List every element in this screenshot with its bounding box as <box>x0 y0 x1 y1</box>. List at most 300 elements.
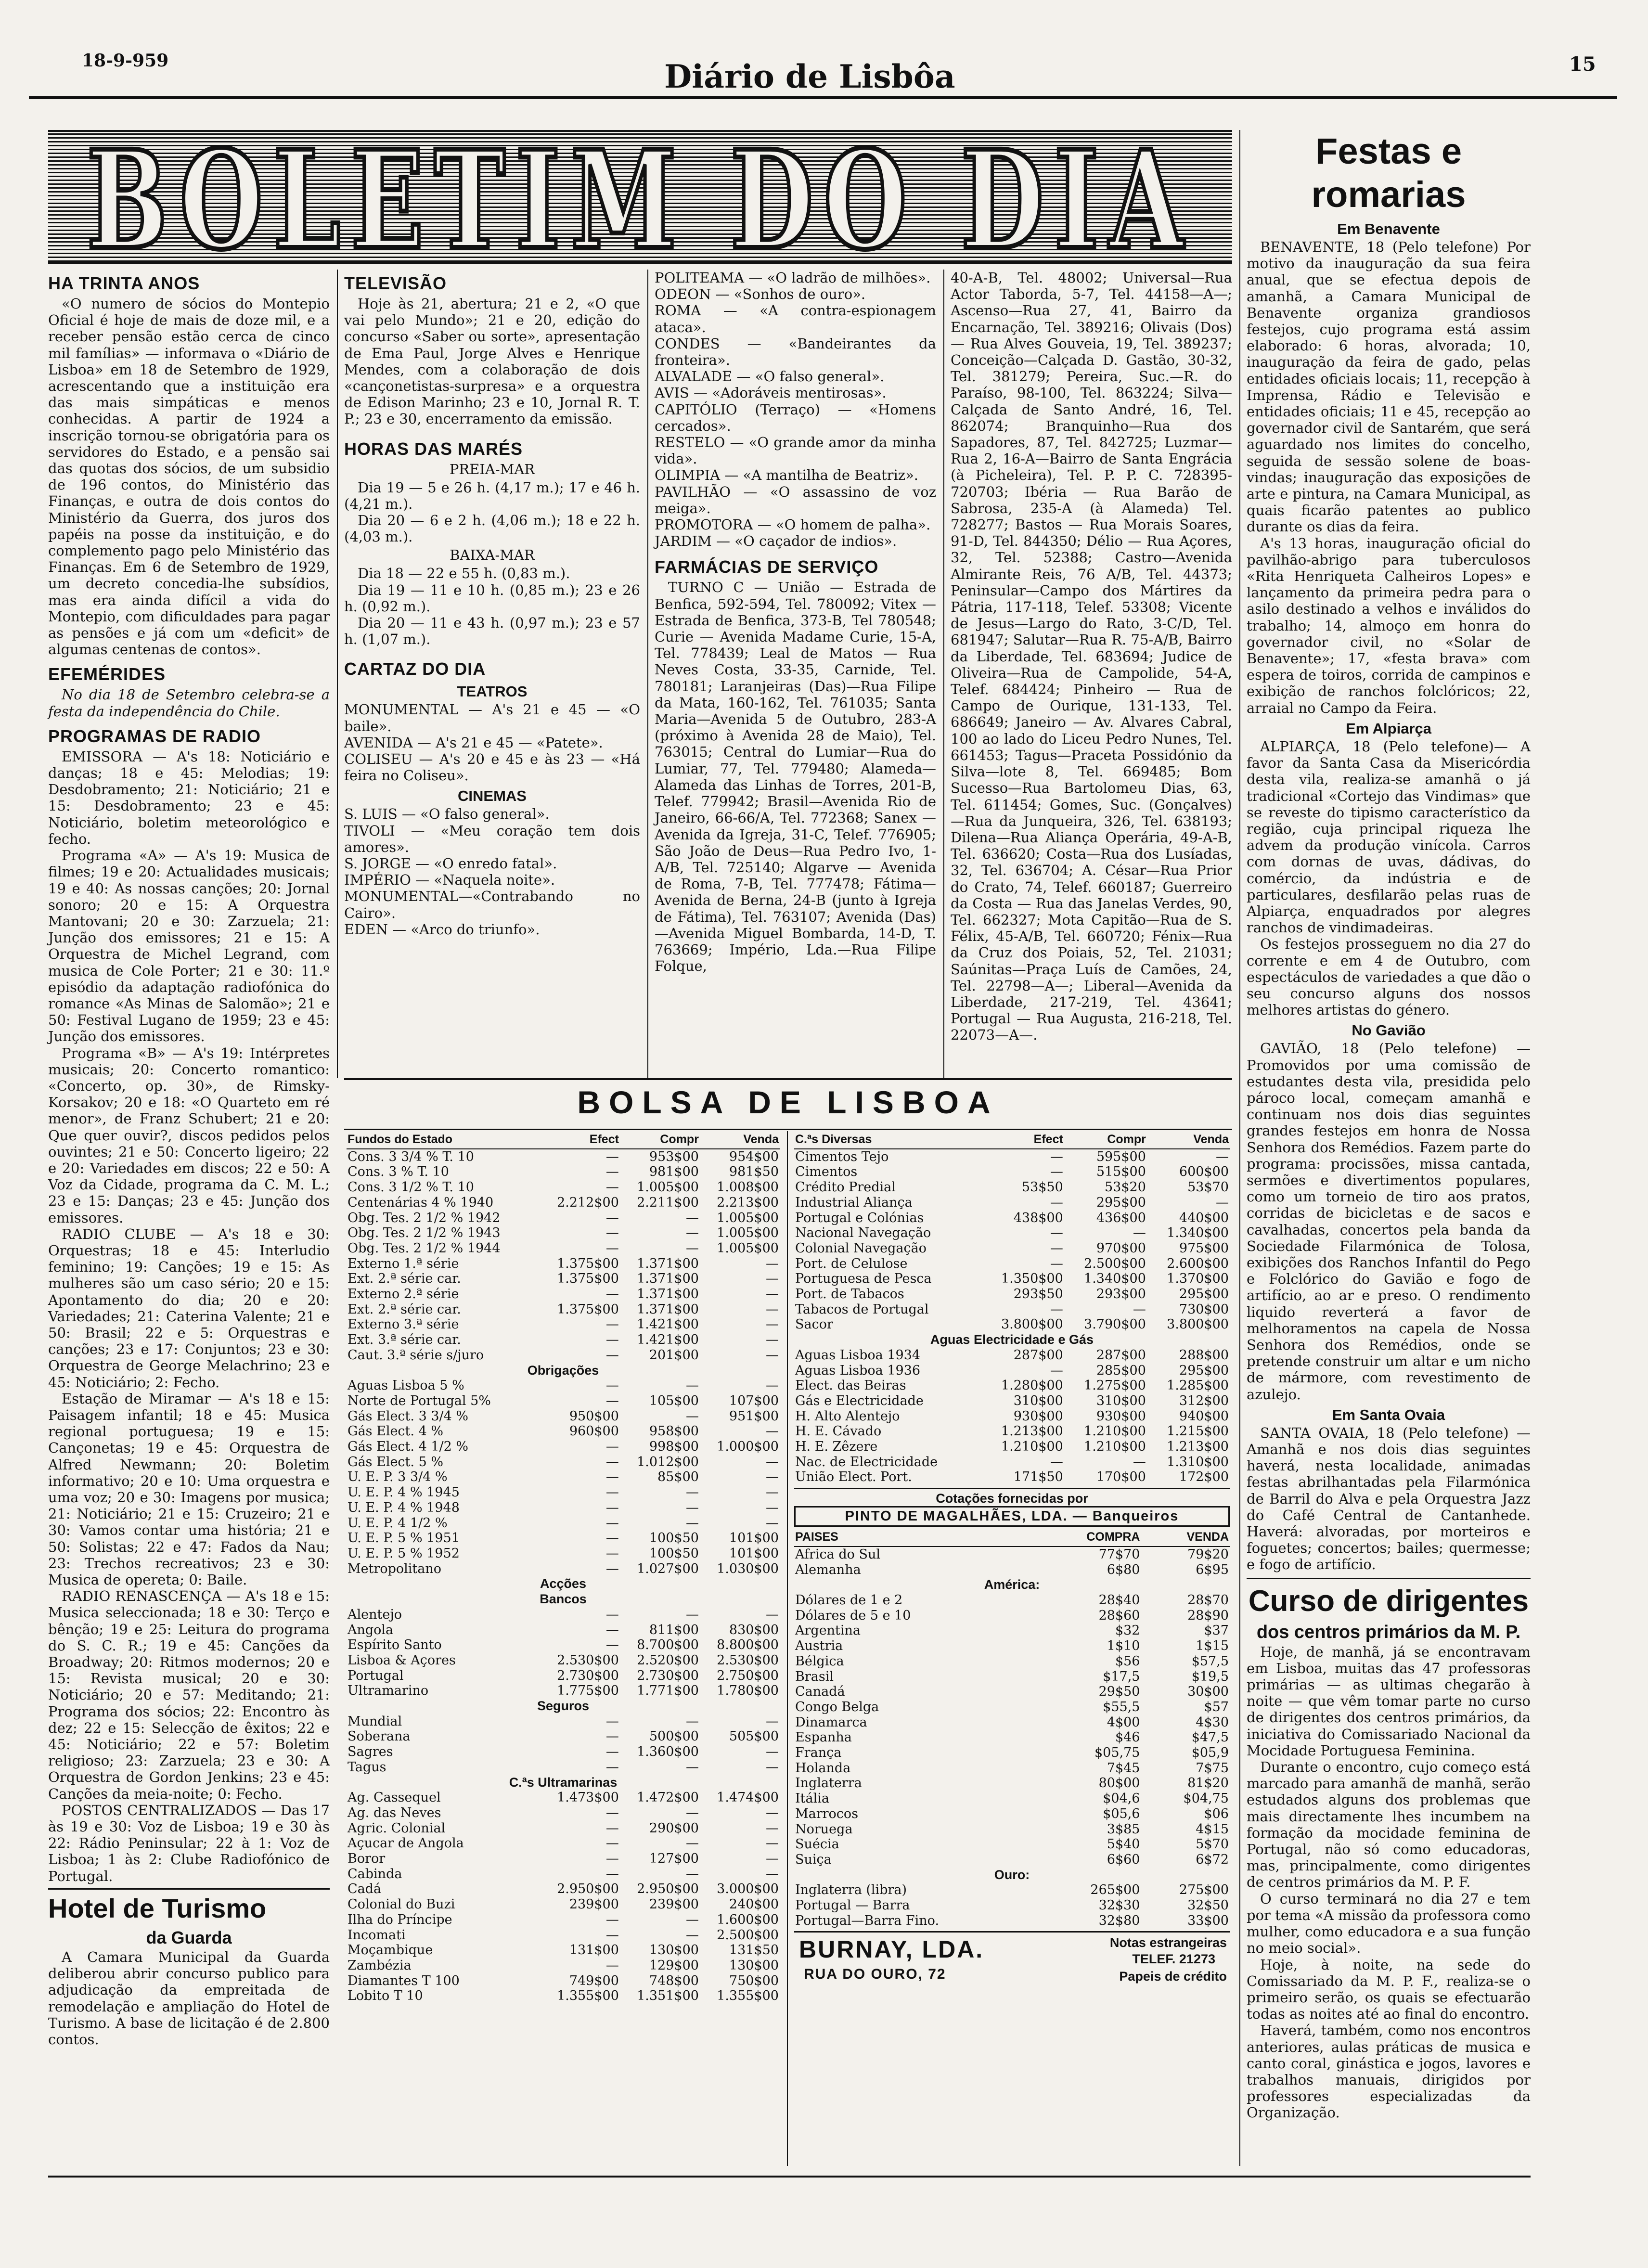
table-row <box>347 1500 780 1516</box>
quote-value: — <box>685 1866 699 1881</box>
listing-line: POLITEAMA — «O ladrão de milhões». <box>655 270 931 286</box>
quote-value: — <box>605 1714 619 1729</box>
gaviao-heading: No Gavião <box>1352 1022 1426 1039</box>
listing-line: CAPITÓLIO (Terraço) — «Homens cercados». <box>655 401 936 434</box>
quote-value: — <box>685 1485 699 1500</box>
quote-value: — <box>766 1500 779 1515</box>
table-row <box>347 1256 780 1272</box>
quote-value: 1.421$00 <box>637 1332 699 1348</box>
quote-value: — <box>766 1256 779 1271</box>
table-section-label: Aguas Electricidade e Gás <box>930 1332 1094 1347</box>
column-rule <box>337 270 338 1078</box>
cotacoes-label: Cotações fornecidas por <box>936 1491 1088 1506</box>
quote-value: 2.520$00 <box>637 1652 699 1668</box>
divider <box>1247 1578 1531 1579</box>
security-name: Ext. 2.ª série car. <box>348 1302 461 1317</box>
quote-value: 127$00 <box>649 1851 699 1867</box>
quote-value: — <box>605 1500 619 1515</box>
column-rule <box>1239 130 1240 2166</box>
curso-paragraph: Hoje, à noite, na sede do Comissariado da M. P. F., realiza-se o primeiro serão, os quais se efectuarão todas as noites até ao final do encontro. <box>1247 1956 1531 2023</box>
table-header-cell: Compr <box>1064 1131 1147 1149</box>
security-name: Alemanha <box>795 1562 861 1577</box>
quote-value: — <box>605 1759 619 1775</box>
table-row <box>347 1409 780 1424</box>
gaviao-text: GAVIÃO, 18 (Pelo telefone) — Promovidos por uma comissão de estudantes desta vila, presidida pelo pároco local, começam amanhã e continuam nos dois dias seguintes grandes festejos em honra de Nossa Senhora dos Remédios. Fazem parte do programa: procissões, missa cantada, sermões e divertimentos populares, como um torneio de tiro aos pratos, corridas de bicicletas e de sacos e cavalhadas, concertos pela banda da Sociedade Filarmónica de Tolosa, exibições dos Ranchos Infantil do Pego e Folclórico do Gavião e fogo de artifício, ao ar e preso. O rendimento liquido reverterá a favor de melhoramentos na capela de Nossa Senhora dos Remédios, onde se pretende construir um altar e um nicho de mármore, com revestimento de azulejo. <box>1247 1040 1531 1403</box>
quote-value: 1.370$00 <box>1167 1271 1229 1287</box>
quote-value: — <box>1133 1454 1146 1469</box>
security-name: Alentejo <box>348 1607 402 1622</box>
quote-value: 1.371$00 <box>637 1287 699 1302</box>
quote-value: — <box>766 1378 779 1393</box>
quote-value: 285$00 <box>1096 1363 1146 1378</box>
quote-value: — <box>685 1500 699 1515</box>
bottom-rule <box>48 2176 1531 2178</box>
quote-value: 265$00 <box>1090 1882 1140 1898</box>
quote-value: 28$60 <box>1098 1608 1140 1623</box>
quote-value: 600$00 <box>1179 1164 1229 1180</box>
radio-program-paragraph: RADIO RENASCENÇA — A's 18 e 15: Musica seleccionada; 18 e 30: Terço e bênção; 19 e 25: Leitura do programa do S. C. R.; 19 e 45: Canções da Broadway; 20: Ritmos modernos; 20 e 15: Revista musical; 20 e 30: Noticiário; 20 e 57: Meditando; 21: Programa dos sócios; 22: Encontro às dez; 22 e 15: Selecção de êxitos; 22 e 45: Noticiário; 22 e 57: Boletim religioso; 23: Zarzuela; 23 e 30: A Orquestra de Gordon Jenkins; 23 e 45: Canções da meia-noite; 0: Fecho. <box>48 1588 330 1802</box>
quote-value: 1.775$00 <box>557 1683 619 1699</box>
quote-value: — <box>605 1317 619 1332</box>
quote-value: 438$00 <box>1013 1210 1063 1225</box>
table-row <box>347 1881 780 1897</box>
quote-value: — <box>766 1805 779 1820</box>
quote-value: 81$20 <box>1187 1776 1229 1791</box>
quote-value: $05,9 <box>1191 1745 1229 1761</box>
quote-value: 1.213$00 <box>1001 1424 1063 1439</box>
quote-value: 1.375$00 <box>557 1271 619 1287</box>
table-row <box>347 1943 780 1958</box>
quote-value: — <box>766 1714 779 1729</box>
quote-value: 28$90 <box>1187 1608 1229 1623</box>
column-2 <box>344 270 640 1078</box>
tide-line: Dia 18 — 22 e 55 h. (0,83 m.). <box>358 565 570 582</box>
quote-value: $19,5 <box>1191 1669 1229 1684</box>
table-row <box>794 1730 1230 1745</box>
quote-value: — <box>605 1561 619 1576</box>
security-name: Aguas Lisboa 1936 <box>795 1363 921 1378</box>
quote-value: 958$00 <box>649 1424 699 1439</box>
listing-line: ALVALADE — «O falso general». <box>655 368 885 385</box>
table-row <box>794 1149 1230 1165</box>
quote-value: — <box>1050 1256 1063 1271</box>
curso-subheading: dos centros primários da M. P. <box>1256 1622 1521 1642</box>
quote-value: 1.472$00 <box>637 1790 699 1805</box>
quote-value: 1.355$00 <box>717 1988 779 2004</box>
ha-trinta-anos-heading: HA TRINTA ANOS <box>48 273 200 293</box>
quote-value: — <box>605 1210 619 1225</box>
security-name: Gás e Electricidade <box>795 1393 924 1408</box>
security-name: Obg. Tes. 2 1/2 % 1942 <box>348 1210 501 1225</box>
quote-value: 953$00 <box>649 1149 699 1164</box>
security-name: Metropolitano <box>348 1561 442 1576</box>
quote-value: 1.371$00 <box>637 1256 699 1271</box>
table-row <box>794 1700 1230 1715</box>
quote-value: 53$50 <box>1021 1180 1063 1195</box>
table-row <box>347 1485 780 1500</box>
table-row <box>794 1348 1230 1363</box>
table-row <box>347 1363 780 1379</box>
security-name: Incomati <box>348 1927 406 1943</box>
quote-value: $57,5 <box>1191 1653 1229 1669</box>
quote-value: 201$00 <box>649 1347 699 1363</box>
security-name: Portugal <box>348 1668 404 1683</box>
column-4 <box>951 270 1232 1078</box>
security-name: Nac. de Electricidade <box>795 1454 938 1469</box>
quote-value: 981$50 <box>729 1164 779 1180</box>
quote-value: 100$50 <box>649 1531 699 1546</box>
quote-value: 3.800$00 <box>1167 1317 1229 1332</box>
table-row <box>347 1164 780 1180</box>
quote-value: 129$00 <box>649 1958 699 1973</box>
quote-value: 4$30 <box>1196 1714 1229 1730</box>
security-name: Portugal — Barra <box>795 1898 910 1913</box>
quote-value: — <box>766 1866 779 1881</box>
quote-value: 1.473$00 <box>557 1790 619 1805</box>
quote-value: — <box>605 1149 619 1164</box>
table-row <box>794 1195 1230 1211</box>
quote-value: 288$00 <box>1179 1347 1229 1363</box>
quote-value: 290$00 <box>649 1820 699 1836</box>
tide-line: Dia 19 — 11 e 10 h. (0,85 m.); 23 e 26 h. (0,92 m.). <box>344 581 640 615</box>
quote-value: 85$00 <box>657 1469 699 1485</box>
security-name: U. E. P. 4 % 1948 <box>348 1500 460 1515</box>
quote-value: 3.790$00 <box>1084 1317 1146 1332</box>
curso-paragraph: O curso terminará no dia 27 e tem por tema «A missão da professora como mulher, como educadora e a sua função no meio social». <box>1247 1890 1531 1957</box>
quote-value: 1$10 <box>1107 1638 1140 1654</box>
quote-value: 1.310$00 <box>1167 1454 1229 1469</box>
quote-value: — <box>605 1515 619 1531</box>
quote-value: — <box>685 1836 699 1851</box>
bolsa-title-rule <box>344 1129 1232 1130</box>
table-row <box>347 1699 780 1714</box>
table-header-cell: Venda <box>1147 1131 1230 1149</box>
ha-trinta-anos-text: «O numero de sócios do Montepio Oficial é hoje de mais de doze mil, e a receber pensão estão cerca de cinco mil famílias» — informava o «Diário de Lisboa» em 18 de Setembro de 1929, acrescentando que a instituição era das mais simpáticas e menos conhecidas. A partir de 1924 a inscrição tornou-se obrigatória para os servidores do Estado, e a pensão sai das quotas dos sócios, de um subsidio de 196 contos, do Ministério das Finanças, e outra de dois contos do Ministério da Guerra, dos juros dos papéis na posse da instituição, e do complemento pago pelo Ministério das Finanças. Em 6 de Setembro de 1929, um decreto concedia-lhe subsídios, mas era ainda difícil a vida do Montepio, com dificuldades para pagar as pensões e já com um «deficit» de algumas centenas de contos». <box>48 296 330 658</box>
quote-value: 2.730$00 <box>637 1668 699 1683</box>
quote-value: 2.950$00 <box>557 1881 619 1897</box>
quote-value: 748$00 <box>649 1973 699 1988</box>
security-name: Ext. 2.ª série car. <box>348 1271 461 1287</box>
quote-value: 6$80 <box>1107 1562 1140 1577</box>
quote-value: 130$00 <box>649 1943 699 1958</box>
quote-value: 107$00 <box>729 1393 779 1408</box>
security-name: Crédito Predial <box>795 1180 896 1195</box>
quote-value: 730$00 <box>1179 1302 1229 1317</box>
table-row <box>347 1790 780 1805</box>
security-name: Espanha <box>795 1730 852 1745</box>
table-row <box>347 1867 780 1882</box>
table-row <box>794 1868 1230 1883</box>
security-name: Elect. das Beiras <box>795 1378 906 1393</box>
listing-line: PROMOTORA — «O homem de palha». <box>655 516 931 533</box>
quote-value: 595$00 <box>1096 1149 1146 1164</box>
security-name: Argentina <box>795 1623 861 1638</box>
security-name: Soberana <box>348 1729 411 1744</box>
security-name: Cons. 3 3/4 % T. 10 <box>348 1149 474 1164</box>
quote-value: 1.005$00 <box>637 1180 699 1195</box>
hotel-heading: Hotel de Turismo <box>48 1893 267 1923</box>
benavente-heading: Em Benavente <box>1337 220 1440 237</box>
table-row <box>794 1806 1230 1822</box>
table-row <box>347 1821 780 1836</box>
quote-value: — <box>766 1851 779 1867</box>
table-header-cell: C.ªs Diversas <box>794 1131 981 1149</box>
security-name: Tabacos de Portugal <box>795 1302 929 1317</box>
quote-value: — <box>766 1317 779 1332</box>
quote-value: 7$75 <box>1196 1760 1229 1776</box>
quote-value: 1.371$00 <box>637 1302 699 1317</box>
baixa-mar-label: BAIXA-MAR <box>450 547 535 564</box>
quote-value: — <box>685 1607 699 1622</box>
quote-value: 1.371$00 <box>637 1271 699 1287</box>
security-name: Cimentos <box>795 1164 858 1180</box>
table-row <box>347 1851 780 1867</box>
quote-value: — <box>1050 1302 1063 1317</box>
farmacias-text: TURNO C — União — Estrada de Benfica, 592-594, Tel. 780092; Vitex — Estrada de Benfica, 373-B, Tel 780548; Curie — Avenida Madame Curie, 15-A, Tel. 778439; Leal de Matos — Rua Neves Costa, 33-35, Carnide, Tel. 780181; Laranjeiras (Das)—Rua Filipe da Mata, 160-162, Tel. 761035; Santa Maria—Avenida 5 de Outubro, 283-A (próximo à Avenida 28 de Maio), Tel. 763015; Central do Lumiar—Rua do Lumiar, 77, Tel. 779480; Alameda—Alameda das Linhas de Torres, 201-B, Telef. 779942; Brasil—Avenida Rio de Janeiro, 66-66/A, Tel. 772368; Sanex — Avenida da Igreja, 31-C, Telef. 776905; São João de Deus—Rua Pedro Ivo, 1-A/B, Tel. 725140; Algarve — Avenida de Roma, 7-B, Tel. 777478; Fátima—Avenida de Berna, 24-B (junto à Igreja de Fátima), Tel. 763107; Avenida (Das)—Avenida Miguel Bombarda, 14-D, T. 763669; Império, Lda.—Rua Filipe Folque, <box>655 579 936 975</box>
listing-line: MONUMENTAL—«Contrabando no Cairo». <box>344 888 640 921</box>
radio-programs <box>48 748 330 1884</box>
quote-value: 1.375$00 <box>557 1256 619 1271</box>
quote-value: 100$50 <box>649 1546 699 1561</box>
table-row <box>794 1225 1230 1241</box>
farmacias-heading: FARMÁCIAS DE SERVIÇO <box>655 557 879 577</box>
table-row <box>794 1654 1230 1669</box>
quote-value: 930$00 <box>1096 1408 1146 1424</box>
table-row <box>347 1805 780 1821</box>
radio-program-paragraph: Programa «A» — A's 19: Musica de filmes; 19 e 20: Actualidades musicais; 19 e 40: As nossas canções; 20: Jornal sonoro; 20 e 15: A Orquestra Mantovani; 20 e 30: Zarzuela; 21: Junção dos emissores; 21 e 15: A Orquestra de Michel Legrand, com musica de Cole Porter; 21 e 30: 11.º episódio da adaptação radiofónica do romance «As Minas de Salomão»; 21 e 50: Festival Lugano de 1959; 23 e 45: Junção dos emissores. <box>48 847 330 1045</box>
quote-value: $05,75 <box>1094 1745 1140 1761</box>
table-row <box>794 1669 1230 1685</box>
quote-value: — <box>766 1332 779 1348</box>
santa-ovaia-heading: Em Santa Ovaia <box>1332 1406 1445 1423</box>
bolsa-top-rule <box>344 1078 1232 1080</box>
quote-value: — <box>1133 1302 1146 1317</box>
quote-value: 53$70 <box>1187 1180 1229 1195</box>
listing-line: CONDES — «Bandeirantes da fronteira». <box>655 335 936 369</box>
quote-value: 981$00 <box>649 1164 699 1180</box>
table-row <box>794 1882 1230 1898</box>
quote-value: 1.012$00 <box>637 1454 699 1469</box>
table-row <box>794 1577 1230 1593</box>
quote-value: — <box>685 1408 699 1424</box>
quote-value: — <box>1050 1363 1063 1378</box>
table-section-label: C.ªs Ultramarinas <box>509 1775 618 1790</box>
security-name: H. Alto Alentejo <box>795 1408 900 1424</box>
quote-value: — <box>766 1347 779 1363</box>
quote-value: — <box>685 1225 699 1241</box>
security-name: Noruega <box>795 1821 853 1837</box>
festas-heading: Festas e romarias <box>1311 131 1466 215</box>
masthead-rule <box>29 96 1617 99</box>
quote-value: 8.800$00 <box>717 1637 779 1653</box>
quote-value: 3$85 <box>1107 1821 1140 1837</box>
banner-svg <box>48 132 1232 262</box>
security-name: U. E. P. 4 1/2 % <box>348 1515 448 1531</box>
quote-value: 6$95 <box>1196 1562 1229 1577</box>
quote-value: 2.213$00 <box>717 1195 779 1210</box>
quote-value: 951$00 <box>729 1408 779 1424</box>
quote-value: — <box>685 1714 699 1729</box>
quote-value: — <box>605 1744 619 1760</box>
burnay-name: BURNAY, LDA. <box>799 1936 984 1963</box>
quote-value: 1.340$00 <box>1084 1271 1146 1287</box>
quote-value: 1.210$00 <box>1084 1439 1146 1455</box>
quote-value: 5$70 <box>1196 1837 1229 1852</box>
mares-heading: HORAS DAS MARÉS <box>344 438 523 459</box>
quote-value: 1.285$00 <box>1167 1378 1229 1393</box>
table-row <box>347 1195 780 1211</box>
quote-value: — <box>605 1180 619 1195</box>
table-row <box>794 1317 1230 1332</box>
listing-line: OLIMPIA — «A mantilha de Beatriz». <box>655 467 919 484</box>
quote-value: 998$00 <box>649 1439 699 1455</box>
security-name: U. E. P. 4 % 1945 <box>348 1485 460 1500</box>
quote-value: 975$00 <box>1179 1240 1229 1256</box>
quote-value: 1.280$00 <box>1001 1378 1063 1393</box>
quote-value: 1.375$00 <box>557 1302 619 1317</box>
quote-value: — <box>766 1836 779 1851</box>
quote-value: — <box>766 1424 779 1439</box>
table-header-cell: VENDA <box>1141 1529 1230 1546</box>
quote-value: $04,6 <box>1103 1791 1140 1806</box>
table-row <box>794 1776 1230 1791</box>
security-name: Colonial do Buzi <box>348 1897 455 1912</box>
quote-value: 79$20 <box>1187 1546 1229 1562</box>
quote-value: — <box>605 1164 619 1180</box>
table-row <box>347 1332 780 1348</box>
column-rule <box>943 270 944 1078</box>
page-number: 15 <box>1569 53 1596 76</box>
security-name: Marrocos <box>795 1806 859 1821</box>
security-name: Port. de Tabacos <box>795 1287 904 1302</box>
quote-value: 1$15 <box>1196 1638 1229 1654</box>
security-name: Nacional Navegação <box>795 1225 931 1241</box>
preia-mar-list <box>344 479 640 545</box>
security-name: Portugal—Barra Fino. <box>795 1913 940 1928</box>
table-header-cell: Efect <box>540 1131 620 1149</box>
quote-value: — <box>605 1637 619 1653</box>
security-name: Caut. 3.ª série s/juro <box>348 1347 484 1363</box>
alpiarca-heading: Em Alpiarça <box>1345 720 1432 737</box>
security-name: Sacor <box>795 1317 833 1332</box>
benavente-text: BENAVENTE, 18 (Pelo telefone) Por motivo da inauguração da sua feira anual, que se efectua depois de amanhã, a Camara Municipal de Benavente organiza grandiosos festejos, cujo programa está assim elaborado: 6 horas, alvorada; 10, inauguração da feira de gado, pelas entidades oficiais locais; 11, recepção à Imprensa, Rádio e Televisão e entidades oficiais; 11 e 45, recepção ao governador civil de Santarém, que será aguardado nos limites do concelho, seguida de sessão solene de boas-vindas; inauguração das exposições de arte e pintura, na Camara Municipal, as quais ficarão patentes ao publico durante os dias da feira. <box>1247 239 1531 535</box>
quote-value: 101$00 <box>729 1546 779 1561</box>
table-row <box>347 1348 780 1363</box>
table-row <box>347 1561 780 1577</box>
cambios-table <box>794 1529 1230 1928</box>
quote-value: — <box>685 1515 699 1531</box>
quote-value: 171$50 <box>1013 1469 1063 1485</box>
table-header-cell: PAISES <box>794 1529 1045 1546</box>
quote-value: — <box>605 1958 619 1973</box>
quote-value: 1.600$00 <box>717 1912 779 1927</box>
quote-value: — <box>605 1546 619 1561</box>
security-name: Ext. 3.ª série car. <box>348 1332 461 1348</box>
security-name: Sagres <box>348 1744 393 1760</box>
quote-value: — <box>605 1225 619 1241</box>
table-row <box>347 1180 780 1195</box>
quote-value: 80$00 <box>1098 1776 1140 1791</box>
table-row <box>347 1973 780 1989</box>
listing-line: TIVOLI — «Meu coração tem dois amores». <box>344 822 640 855</box>
security-name: Angola <box>348 1622 394 1637</box>
listing-line: RESTELO — «O grande amor da minha vida». <box>655 434 936 467</box>
column-rule <box>787 1131 788 2166</box>
table-header-cell: Fundos do Estado <box>347 1131 540 1149</box>
security-name: Açucar de Angola <box>348 1836 464 1851</box>
table-row <box>347 1775 780 1791</box>
security-name: Colonial Navegação <box>795 1240 927 1256</box>
quote-value: 32$30 <box>1098 1898 1140 1913</box>
preia-mar-label: PREIA-MAR <box>449 461 535 477</box>
quote-value: — <box>605 1347 619 1363</box>
quote-value: — <box>766 1302 779 1317</box>
table-row <box>347 1378 780 1393</box>
table-row <box>347 1760 780 1775</box>
security-name: Portuguesa de Pesca <box>795 1271 932 1287</box>
table-row <box>347 1211 780 1226</box>
quote-value: 295$00 <box>1179 1363 1229 1378</box>
security-name: Dinamarca <box>795 1714 867 1730</box>
table-row <box>794 1409 1230 1424</box>
quote-value: 310$00 <box>1096 1393 1146 1408</box>
burnay-ad <box>794 1931 1230 1990</box>
quote-value: 811$00 <box>649 1622 699 1637</box>
security-name: Itália <box>795 1791 829 1806</box>
quote-value: 2.730$00 <box>557 1668 619 1683</box>
efemerides-heading: EFEMÉRIDES <box>48 664 166 684</box>
quote-value: — <box>1216 1149 1229 1164</box>
listing-line: AVIS — «Adoráveis mentirosas». <box>655 385 887 401</box>
security-name: Tagus <box>348 1759 386 1775</box>
quote-value: — <box>605 1851 619 1867</box>
quote-value: 172$00 <box>1179 1469 1229 1485</box>
quote-value: 131$50 <box>729 1943 779 1958</box>
security-name: Ultramarino <box>348 1683 429 1699</box>
quote-value: 293$50 <box>1013 1287 1063 1302</box>
cartaz-heading: CARTAZ DO DIA <box>344 659 486 679</box>
quote-value: — <box>1050 1195 1063 1210</box>
table-row <box>347 1531 780 1546</box>
security-name: Gás Elect. 5 % <box>348 1454 443 1469</box>
quote-value: 2.530$00 <box>717 1652 779 1668</box>
quote-value: — <box>605 1912 619 1927</box>
quote-value: — <box>605 1866 619 1881</box>
quote-value: — <box>605 1439 619 1455</box>
quote-value: 2.600$00 <box>1167 1256 1229 1271</box>
table-row <box>794 1822 1230 1837</box>
table-row <box>347 1317 780 1332</box>
quote-value: — <box>766 1469 779 1485</box>
teatros-list <box>344 701 640 784</box>
table-row <box>794 1715 1230 1730</box>
table-section-label: Ouro: <box>994 1867 1030 1882</box>
table-row <box>347 1302 780 1317</box>
quote-value: $06 <box>1204 1806 1229 1821</box>
table-row <box>347 1928 780 1943</box>
security-name: Holanda <box>795 1760 851 1776</box>
quote-value: 1.005$00 <box>717 1240 779 1256</box>
quote-value: 6$72 <box>1196 1852 1229 1867</box>
table-row <box>794 1546 1230 1562</box>
table-row <box>794 1638 1230 1654</box>
quote-value: — <box>766 1820 779 1836</box>
security-name: Cons. 3 1/2 % T. 10 <box>348 1180 474 1195</box>
table-row <box>794 1164 1230 1180</box>
listing-line: S. JORGE — «O enredo fatal». <box>344 855 557 872</box>
security-name: Suiça <box>795 1852 832 1867</box>
table-row <box>794 1852 1230 1868</box>
